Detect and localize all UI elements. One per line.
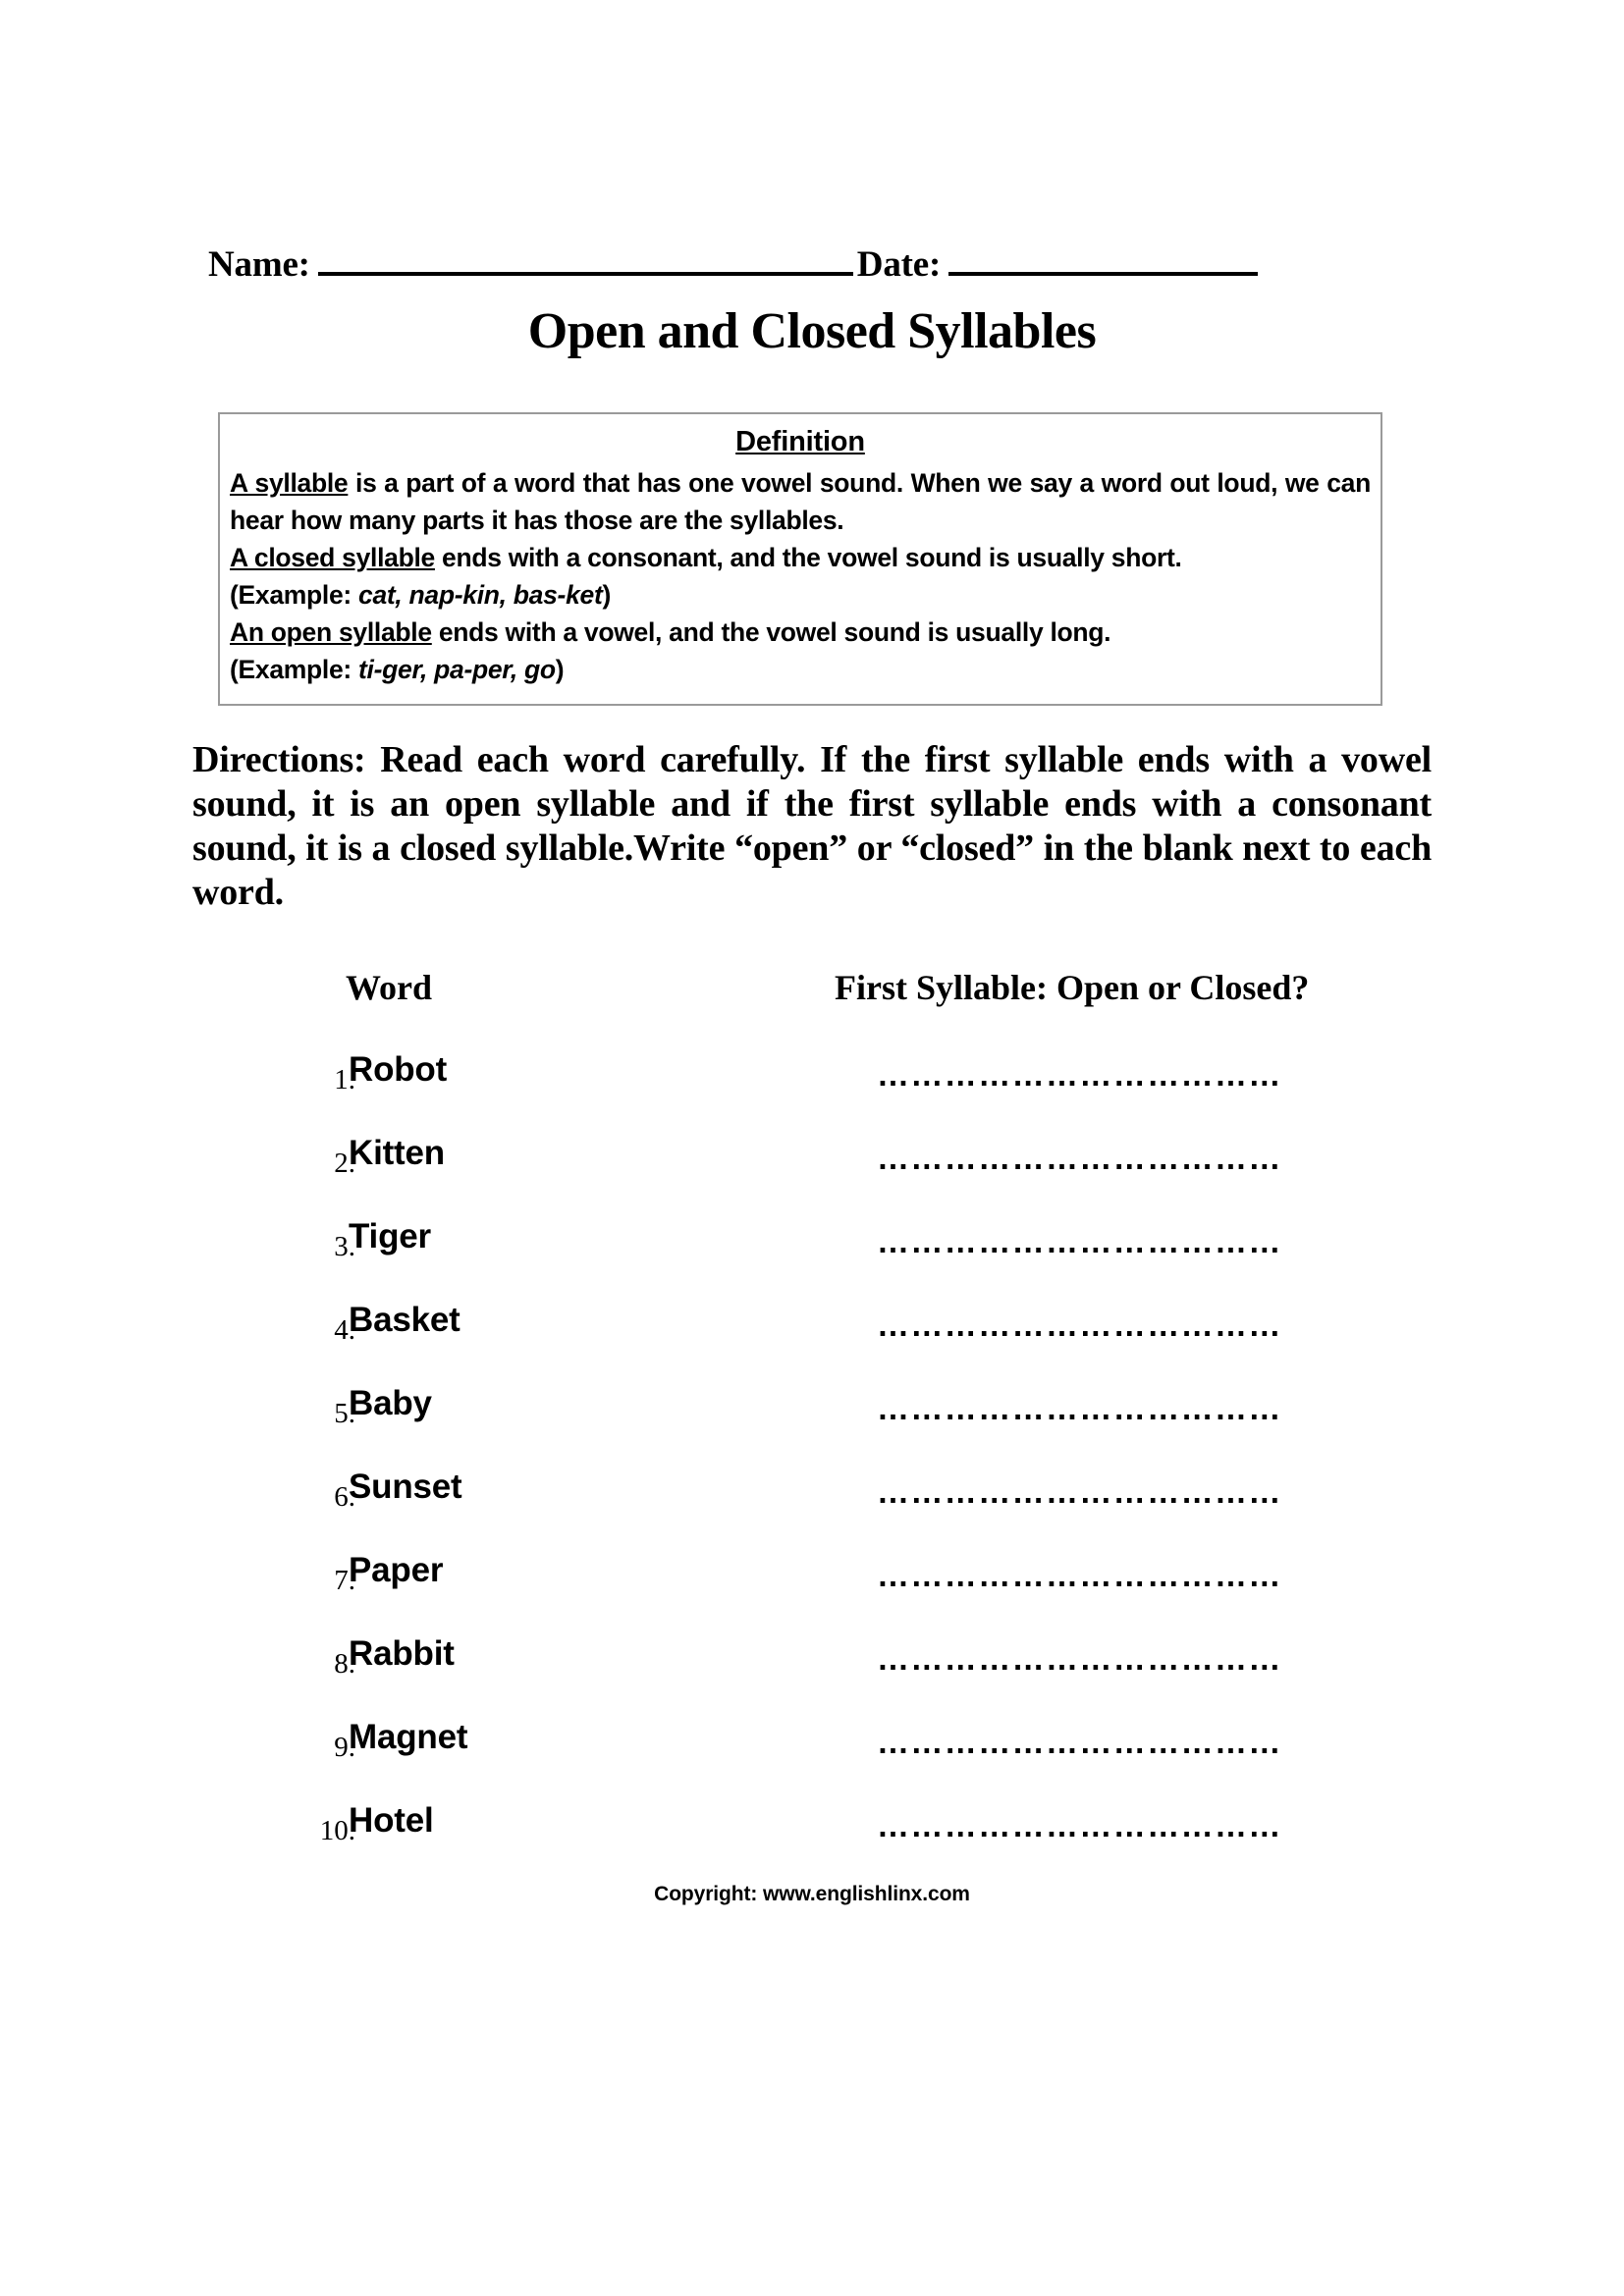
item-word: Baby [349,1384,432,1422]
item-answer-blank[interactable]: ……………………………… [877,1390,1282,1426]
open-example-prefix: (Example: [230,655,359,684]
list-item [0,1301,1624,1384]
list-item [0,1801,1624,1885]
item-word: Basket [349,1301,460,1339]
definition-heading: Definition [735,426,865,457]
open-example-words: ti-ger, pa-per, go [358,655,556,684]
item-number: 2. [334,1148,355,1179]
item-answer-blank[interactable]: ……………………………… [877,1056,1282,1093]
date-label: Date: [856,244,942,285]
item-word: Hotel [349,1801,434,1840]
item-answer-blank[interactable]: ……………………………… [877,1140,1282,1176]
item-number: 10. [319,1815,355,1846]
list-item [0,1634,1624,1718]
list-item [0,1384,1624,1468]
name-date-row [208,243,1416,286]
item-answer-blank[interactable]: ……………………………… [877,1807,1282,1843]
item-word: Magnet [349,1718,468,1756]
item-word: Rabbit [349,1634,455,1673]
item-answer-blank[interactable]: ……………………………… [877,1640,1282,1677]
item-word: Tiger [349,1217,431,1255]
list-item [0,1551,1624,1634]
item-number: 6. [334,1481,355,1513]
definition-syllable-paragraph [230,464,1371,539]
closed-example-prefix: (Example: [230,580,359,610]
definition-syllable-text: is a part of a word that has one vowel sound. When we say a word out loud, we can hear how many parts it has those are the syllables. [230,468,1371,535]
definition-closed-paragraph [230,539,1371,576]
closed-example-words: cat, nap-kin, bas-ket [358,580,603,610]
item-answer-blank[interactable]: ……………………………… [877,1557,1282,1593]
item-word: Robot [349,1050,448,1089]
name-label: Name: [208,244,310,285]
list-item [0,1718,1624,1801]
item-word: Kitten [349,1134,445,1172]
item-answer-blank[interactable]: ……………………………… [877,1223,1282,1259]
column-header-word: Word [346,968,433,1007]
open-example-suffix: ) [555,655,565,684]
item-number: 8. [334,1648,355,1680]
item-number: 3. [334,1231,355,1262]
copyright-notice: Copyright: www.englishlinx.com [654,1883,970,1905]
definition-term-syllable: A syllable [230,468,349,498]
item-answer-blank[interactable]: ……………………………… [877,1307,1282,1343]
column-headers [0,967,1624,1016]
definition-term-closed-syllable: A closed syllable [230,543,435,572]
list-item [0,1050,1624,1134]
word-list [0,1050,1624,1885]
definition-open-text: ends with a vowel, and the vowel sound is usually long. [431,617,1111,647]
definition-closed-example [230,576,1371,614]
definition-term-open-syllable: An open syllable [230,617,432,647]
item-number: 9. [334,1732,355,1763]
item-word: Paper [349,1551,444,1589]
definition-box [218,412,1382,706]
definition-open-paragraph [230,614,1371,651]
definition-closed-text: ends with a consonant, and the vowel sound is usually short. [434,543,1182,572]
column-header-answer: First Syllable: Open or Closed? [835,968,1310,1007]
item-answer-blank[interactable]: ……………………………… [877,1473,1282,1510]
definition-open-example [230,651,1371,688]
list-item [0,1217,1624,1301]
page-title: Open and Closed Syllables [527,303,1097,359]
item-answer-blank[interactable]: ……………………………… [877,1724,1282,1760]
list-item [0,1468,1624,1551]
item-number: 1. [334,1064,355,1095]
item-word: Sunset [349,1468,462,1506]
name-input-blank[interactable] [318,272,853,276]
list-item [0,1134,1624,1217]
item-number: 4. [334,1314,355,1346]
date-input-blank[interactable] [948,272,1258,276]
item-number: 7. [334,1565,355,1596]
item-number: 5. [334,1398,355,1429]
closed-example-suffix: ) [602,580,612,610]
directions-text: Directions: Read each word carefully. If the first syllable ends with a vowel sound, it is an open syllable and if the first syllable ends with a consonant sound, it is a closed syllable.Write “open” or “closed” in the blank next to each word. [192,739,1432,913]
